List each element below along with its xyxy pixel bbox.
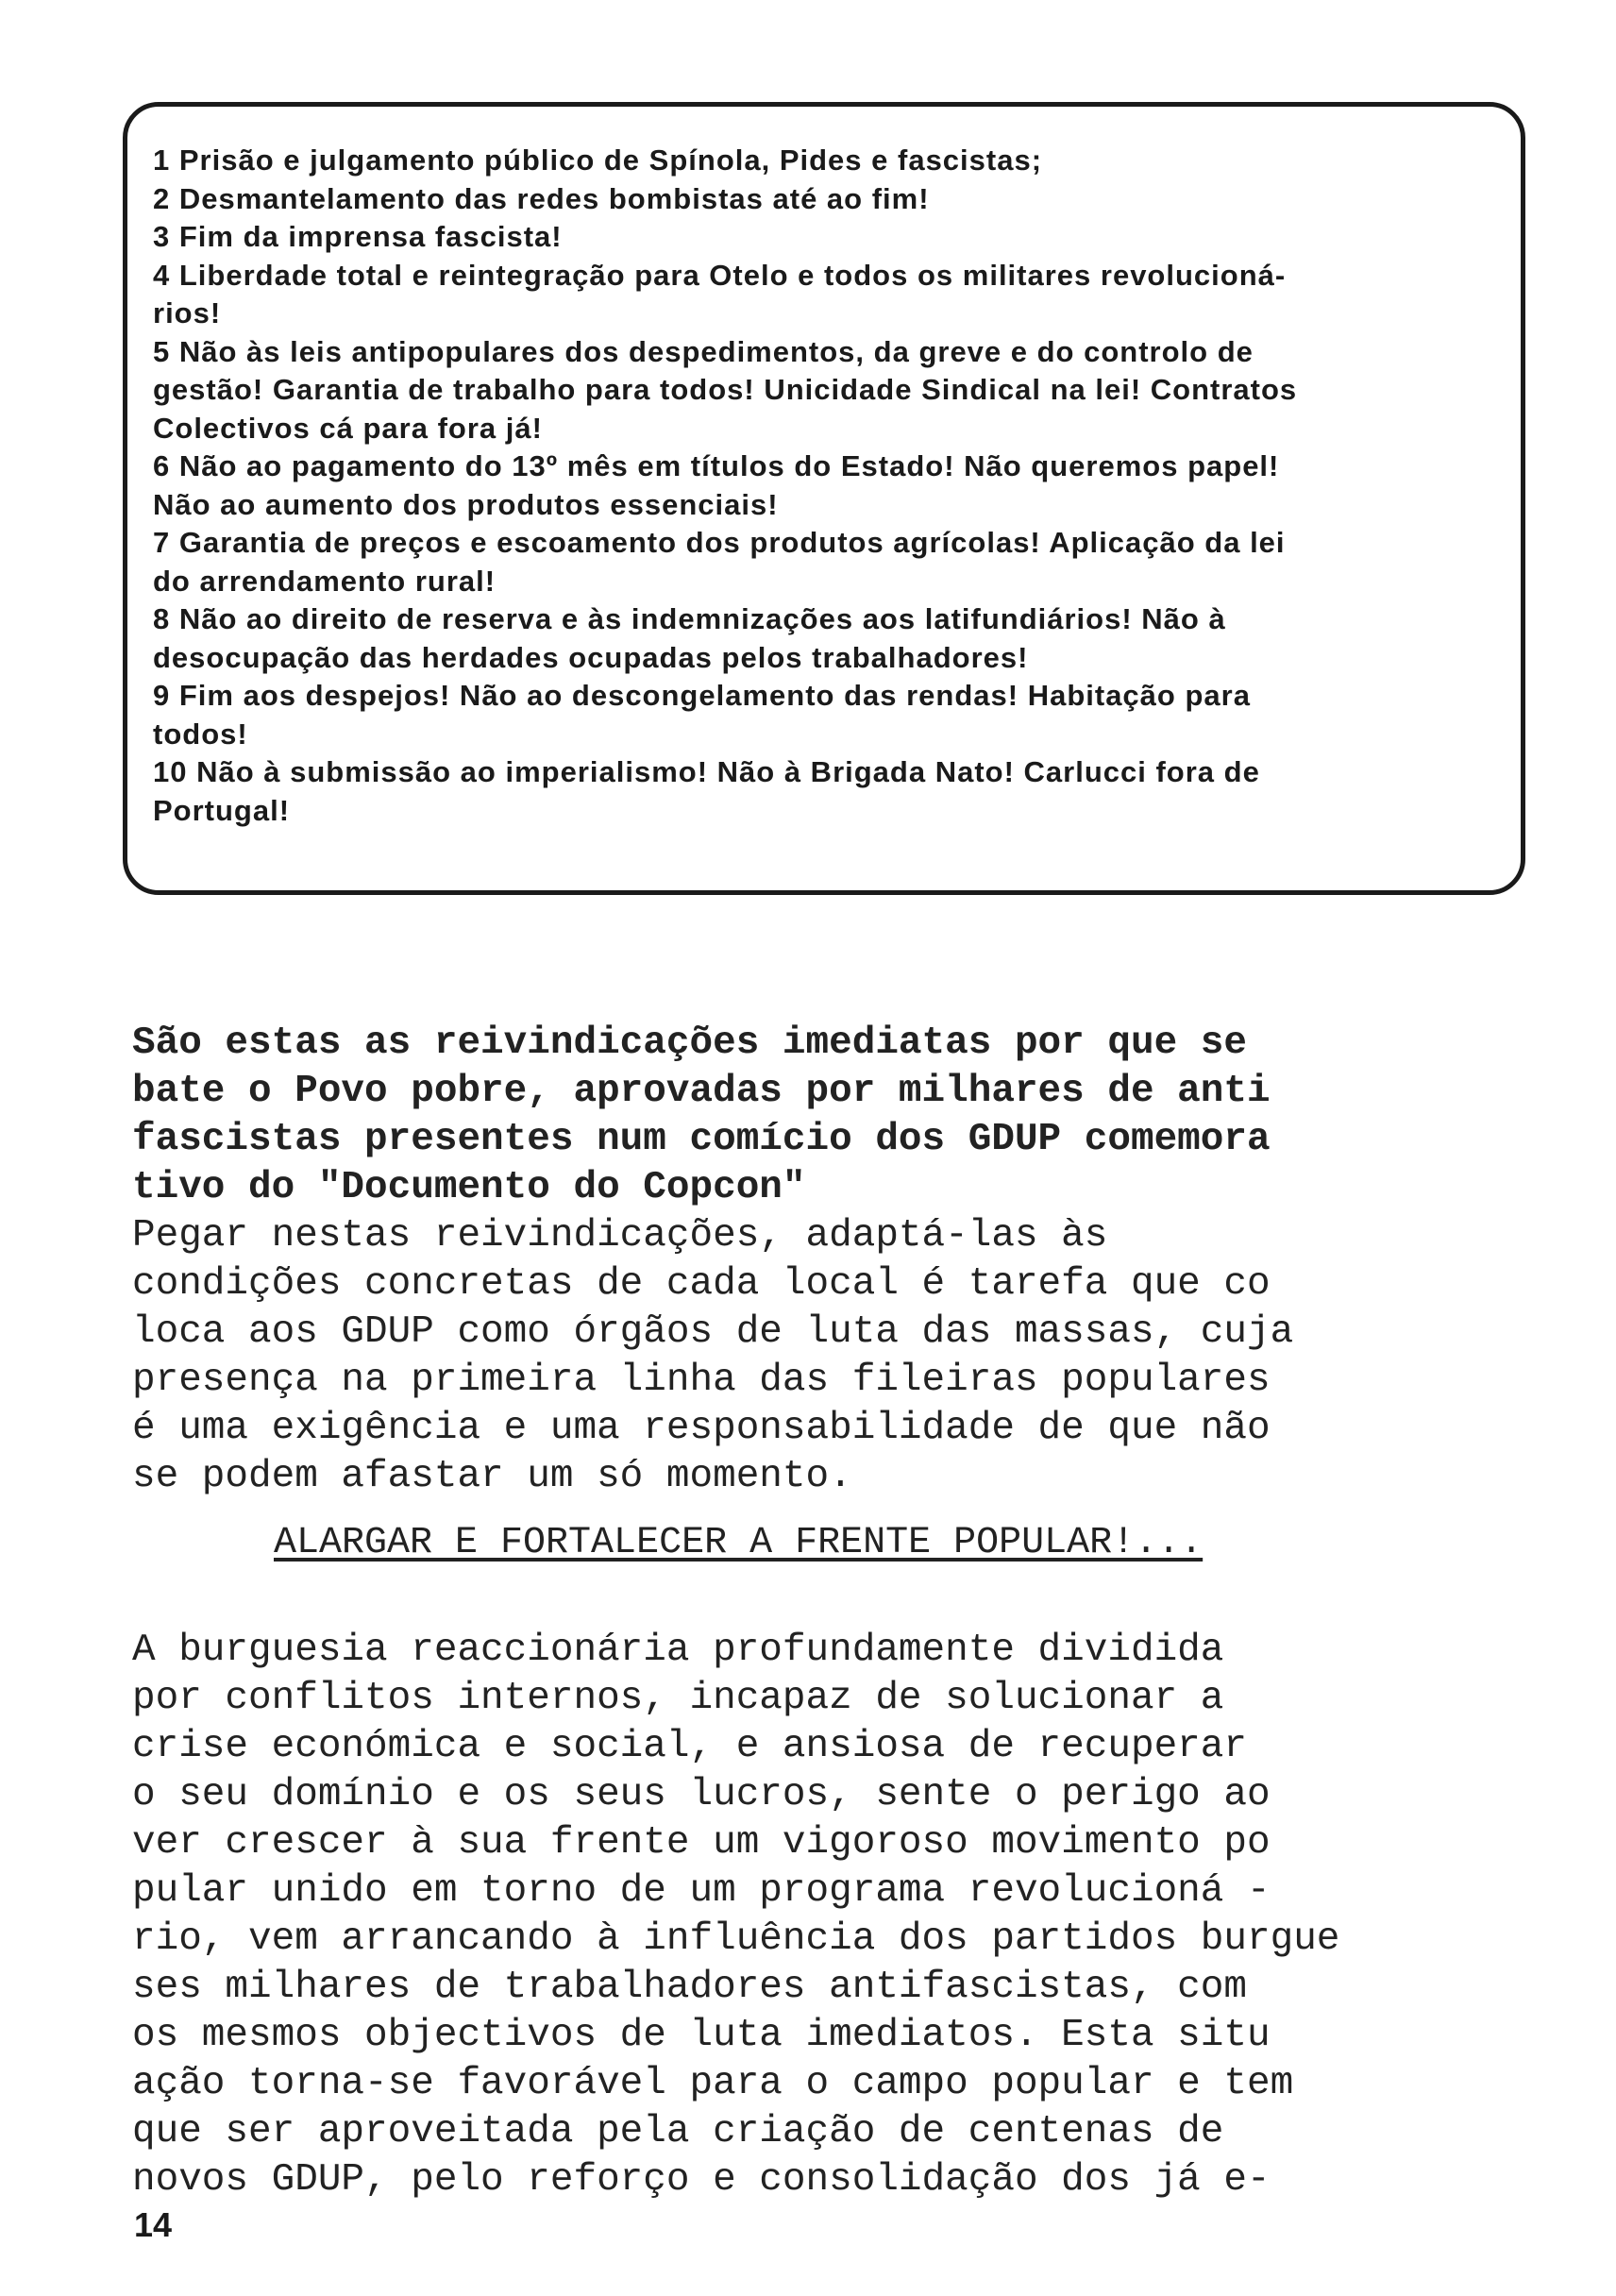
analysis-paragraph: A burguesia reaccionária profundamente dividida por conflitos internos, incapaz de solucionar a crise económica e social, e ansiosa de recuperar o seu domínio e os seus lucros, sente o perigo ao ver crescer à sua frente um vigoroso movimento po pular unido em torno de um programa revolucioná - rio, vem arrancando à influência dos partidos burgue ses milhares de trabalhadores antifascistas, com os mesmos objectivos de luta imediatos. Esta situ ação torna-se favorável para o campo popular e tem que ser aproveitada pela criação de centenas de novos GDUP, pelo reforço e consolidação dos já e-	[132, 1629, 1340, 2202]
demand-item-5: 5 Não às leis antipopulares dos despedimentos, da greve e do controlo de gestão! Garantia de trabalho para todos! Unicidade Sindical na lei! Contratos Colectivos cá para fora já!	[153, 334, 1298, 445]
demand-item-2: 2 Desmantelamento das redes bombistas até ao fim!	[153, 181, 930, 215]
demand-item-7: 7 Garantia de preços e escoamento dos produtos agrícolas! Aplicação da lei do arrendamento rural!	[153, 526, 1286, 598]
section-heading: ALARGAR E FORTALECER A FRENTE POPULAR!...	[274, 1522, 1204, 1564]
demand-item-9: 9 Fim aos despejos! Não ao descongelamento das rendas! Habitação para todos!	[153, 679, 1251, 751]
demand-item-4: 4 Liberdade total e reintegração para Otelo e todos os militares revolucioná- rios!	[153, 258, 1287, 329]
page-number: 14	[134, 2205, 173, 2244]
tasks-paragraph: Pegar nestas reivindicações, adaptá-las às condições concretas de cada local é tarefa que co loca aos GDUP como órgãos de luta das massas, cuja presença na primeira linha das fileiras populares é uma exigência e uma responsabilidade de que não se podem afastar um só momento.	[132, 1214, 1294, 1498]
demands-list	[153, 142, 1493, 830]
demand-item-6: 6 Não ao pagamento do 13º mês em títulos do Estado! Não queremos papel! Não ao aumento dos produtos essenciais!	[153, 449, 1280, 521]
demand-item-8: 8 Não ao direito de reserva e às indemnizações aos latifundiários! Não à desocupação das herdades ocupadas pelos trabalhadores!	[153, 602, 1226, 674]
intro-paragraph: São estas as reivindicações imediatas por que se bate o Povo pobre, aprovadas por milhares de anti fascistas presentes num comício dos GDUP comemora tivo do "Documento do Copcon"	[132, 1021, 1271, 1209]
demand-item-10: 10 Não à submissão ao imperialismo! Não à Brigada Nato! Carlucci fora de Portugal!	[153, 755, 1260, 827]
demand-item-3: 3 Fim da imprensa fascista!	[153, 220, 563, 253]
demand-item-1: 1 Prisão e julgamento público de Spínola, Pides e fascistas;	[153, 144, 1043, 177]
